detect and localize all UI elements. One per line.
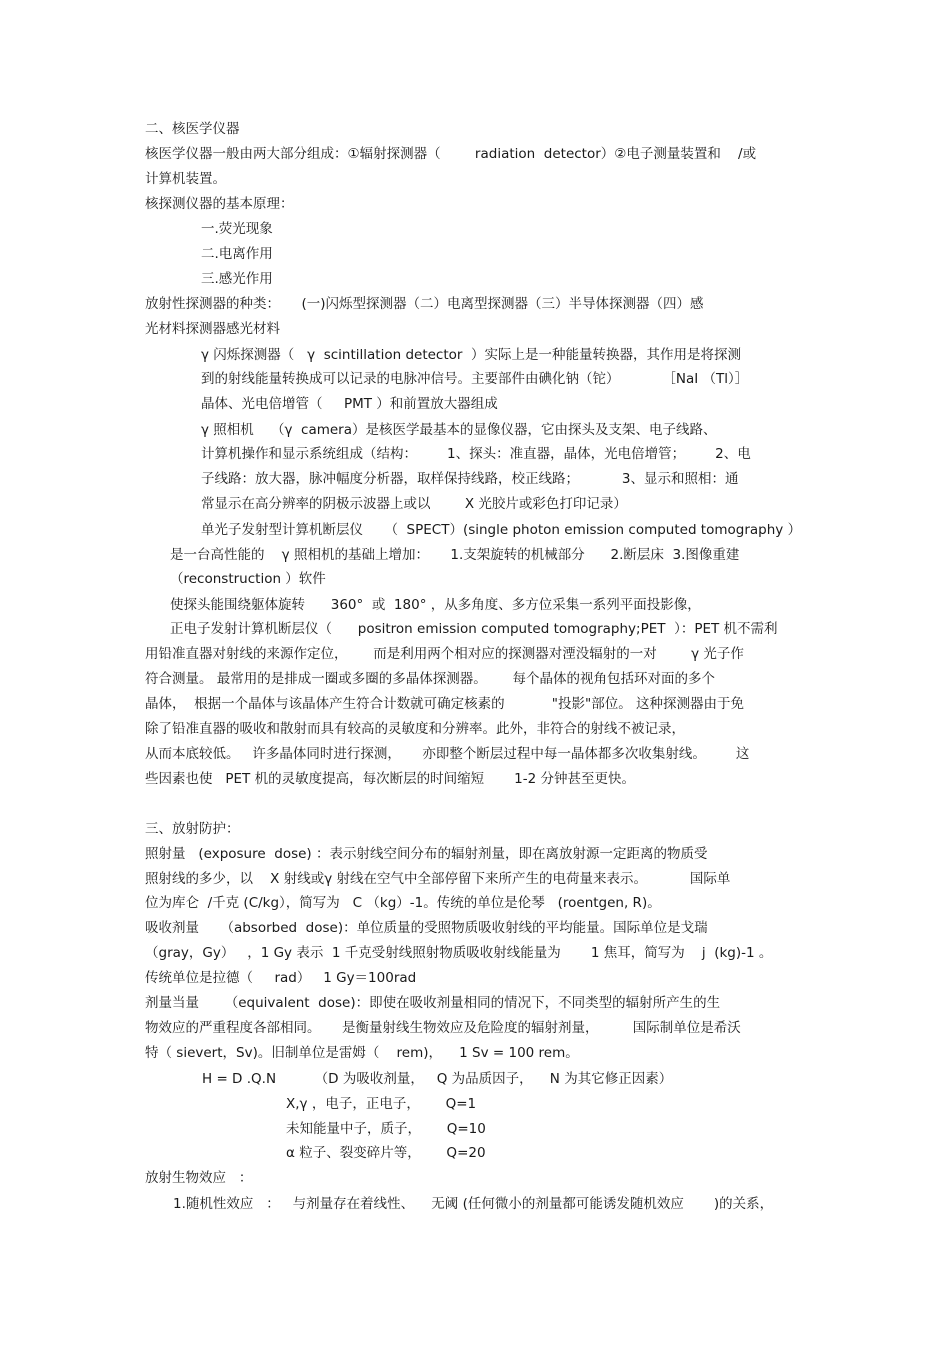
text-line: 从而本底较低。 许多晶体同时进行探测， 亦即整个断层过程中每一晶体都多次收集射线。 这 (145, 746, 750, 762)
formula-item: 未知能量中子，质子， Q=10 (286, 1121, 486, 1137)
formula-item: X,γ ，电子，正电子， Q=1 (286, 1096, 477, 1112)
list-item: 二.电离作用 (201, 246, 273, 262)
text-line: 到的射线能量转换成可以记录的电脉冲信号。主要部件由碘化钠（铊） ［NaI （Tl）］ (201, 371, 749, 387)
text-line: 晶体， 根据一个晶体与该晶体产生符合计数就可确定核素的 "投影"部位。 这种探测器由于免 (145, 696, 744, 712)
formula-line: H = D .Q.N （D 为吸收剂量， Q 为品质因子， N 为其它修正因素） (202, 1071, 673, 1087)
text-line: 剂量当量 （equivalent dose)：即使在吸收剂量相同的情况下，不同类型的辐射所产生的生 (145, 995, 721, 1011)
text-line: 常显示在高分辨率的阴极示波器上或以 X 光胶片或彩色打印记录） (201, 496, 627, 512)
text-line: 位为库仑 /千克 (C/kg），简写为 C （kg）-1。传统的单位是伦琴 (roentgen, R)。 (145, 895, 661, 911)
text-line: 照射线的多少，以 X 射线或γ 射线在空气中全部停留下来所产生的电荷量来表示。 国际单 (145, 871, 731, 887)
text-line: 使探头能围绕躯体旋转 360° 或 180° ，从多角度、多方位采集一系列平面投影像， (170, 597, 701, 613)
text-line: 核探测仪器的基本原理： (145, 196, 294, 212)
text-line: 用铅准直器对射线的来源作定位， 而是利用两个相对应的探测器对湮没辐射的一对 γ 光子作 (145, 646, 744, 662)
text-line: 符合测量。 最常用的是排成一圈或多圈的多晶体探测器。 每个晶体的视角包括环对面的多个 (145, 671, 716, 687)
text-line: 子线路：放大器，脉冲幅度分析器，取样保持线路，校正线路； 3、显示和照相：通 (201, 471, 739, 487)
text-line: 吸收剂量 （absorbed dose)：单位质量的受照物质吸收射线的平均能量。国际单位是戈瑞 (145, 920, 708, 936)
text-line: 晶体、光电倍增管（ PMT ）和前置放大器组成 (201, 396, 498, 412)
text-line: 单光子发射型计算机断层仪 （ SPECT）(single photon emission computed tomography ） (201, 522, 802, 538)
list-item: 一.荧光现象 (201, 221, 273, 237)
text-line: 特（ sievert，Sv)。旧制单位是雷姆（ rem)， 1 Sv = 100 rem。 (145, 1045, 579, 1061)
text-line: 计算机装置。 (145, 171, 226, 187)
text-line: 光材料探测器感光材料 (145, 321, 280, 337)
text-line: 物效应的严重程度各部相同。 是衡量射线生物效应及危险度的辐射剂量， 国际制单位是希沃 (145, 1020, 741, 1036)
text-line: γ 闪烁探测器（ γ scintillation detector ）实际上是一种能量转换器，其作用是将探测 (201, 347, 742, 363)
formula-item: α 粒子、裂变碎片等， Q=20 (286, 1145, 486, 1161)
text-line: 计算机操作和显示系统组成（结构： 1、探头：准直器，晶体，光电倍增管； 2、电 (201, 446, 751, 462)
text-line: 核医学仪器一般由两大部分组成：①辐射探测器（ radiation detector）②电子测量装置和 /或 (145, 146, 757, 162)
text-line: γ 照相机 （γ camera）是核医学最基本的显像仪器，它由探头及支架、电子线路、 (201, 422, 717, 438)
text-line: 传统单位是拉德（ rad） 1 Gy＝100rad (145, 970, 417, 986)
text-line: 放射性探测器的种类： (一)闪烁型探测器（二）电离型探测器（三）半导体探测器（四）感 (145, 296, 704, 312)
text-line: 照射量 (exposure dose) ：表示射线空间分布的辐射剂量，即在离放射源一定距离的物质受 (145, 846, 708, 862)
list-item: 三.感光作用 (201, 271, 273, 287)
text-line: 1.随机性效应 ： 与剂量存在着线性、 无阈 (任何微小的剂量都可能诱发随机效应 )的关系， (173, 1196, 774, 1212)
section-heading: 三、放射防护： (145, 821, 240, 837)
text-line: 放射生物效应 ： (145, 1170, 253, 1186)
text-line: （reconstruction ）软件 (170, 571, 326, 587)
text-line: 除了铅准直器的吸收和散射而具有较高的灵敏度和分辨率。此外，非符合的射线不被记录， (145, 721, 685, 737)
text-line: （gray，Gy） ，1 Gy 表示 1 千克受射线照射物质吸收射线能量为 1 焦耳，简写为 j (kg)-1 。 (145, 945, 773, 961)
text-line: 些因素也使 PET 机的灵敏度提高，每次断层的时间缩短 1-2 分钟甚至更快。 (145, 771, 635, 787)
text-line: 是一台高性能的 γ 照相机的基础上增加： 1.支架旋转的机械部分 2.断层床 3.图像重建 (170, 547, 740, 563)
section-heading: 二、核医学仪器 (145, 121, 240, 137)
text-line: 正电子发射计算机断层仪（ positron emission computed tomography;PET ）：PET 机不需利 (170, 621, 778, 637)
